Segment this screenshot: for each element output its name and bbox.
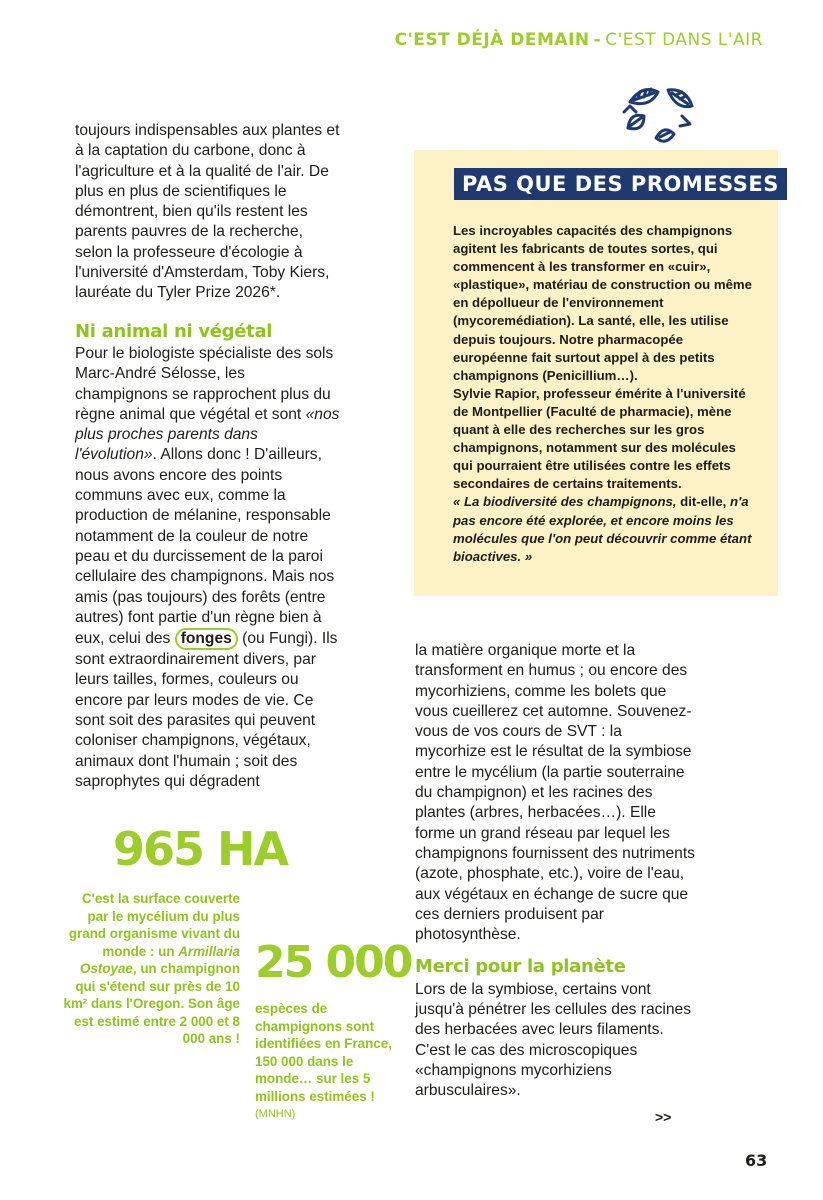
left-paragraph-2 xyxy=(75,344,340,792)
species-name: Armillaria Ostoyae xyxy=(80,943,240,976)
text-run: , un champignon qui s'étend sur près de 10 km² dans l'Oregon. Son âge est estimé entre 2 000 et 8 000 ans ! xyxy=(63,961,240,1046)
box-paragraph-1: Les incroyables capacités des champignons agitent les fabricants de toutes sortes, qui commencent à les transformer en «cuir», «plastique», matériau de construction ou même en dépollueur de l'environnement (mycoremédiation). La santé, elle, les utilise depuis toujours. Notre pharmacopée européenne fait surtout appel à des petits champignons (Penicillium…). xyxy=(453,223,752,383)
right-paragraph-2: Lors de la symbiose, certains vont jusqu'à pénétrer les cellules des racines des herbacées avec leurs filaments. C'est le cas des microscopiques «champignons mycorhiziens arbusculaires». xyxy=(415,980,692,1100)
text-run: C'est la surface couverte par le mycélium du plus grand organisme vivant du monde : un xyxy=(68,891,240,959)
subsection-title: C'EST DANS L'AIR xyxy=(605,30,763,50)
recycle-leaves-icon xyxy=(620,80,700,152)
box-quote xyxy=(453,493,753,565)
quote-part: « La biodiversité des champignons, xyxy=(453,494,677,510)
box-title: PAS QUE DES PROMESSES xyxy=(454,168,787,200)
right-column xyxy=(415,641,695,1102)
subhead-ni-animal: Ni animal ni végétal xyxy=(75,320,273,342)
subhead-merci: Merci pour la planète xyxy=(415,956,626,978)
stat-25000-caption: espèces de champignons sont identifiées en France, 150 000 dans le monde… sur les 5 millions estimées ! xyxy=(255,1001,392,1104)
text-run: (ou Fungi). Ils sont extraordinairement divers, par leurs tailles, formes, couleurs ou encore par leurs modes de vie. Ce sont soit des parasites qui peuvent coloniser champignons, végétaux, animaux dont l'humain ; soit des saprophytes qui dégradent xyxy=(75,630,338,790)
italic-quote: «nos plus proches parents dans l'évolution» xyxy=(75,405,340,464)
text-run: Pour le biologiste spécialiste des sols Marc-André Sélosse, les champignons se rapprochent plus du règne animal que végétal et sont xyxy=(75,344,334,423)
section-title: C'EST DÉJÀ DEMAIN xyxy=(394,30,590,50)
right-paragraph-1: la matière organique morte et la transforment en humus ; ou encore des mycorhiziens, comme les bolets que vous cueillerez cet automne. Souvenez-vous de vos cours de SVT : la mycorhize est le résultat de la symbiose entre le mycélium (la partie souterraine du champignon) et les racines des plantes (arbres, herbacées…). Elle forme un grand réseau par lequel les champignons fournissent des nutriments (azote, phosphate, etc.), voire de l'eau, aux végétaux en échange de sucre que ces derniers produisent par photosynthèse. xyxy=(415,642,695,944)
quote-part: n'a pas encore été explorée, et encore moins les molécules que l'on peut découvrir comme étant bioactives. » xyxy=(453,494,752,564)
box-body xyxy=(453,222,753,566)
section-header xyxy=(395,30,763,50)
text-run: . Allons donc ! D'ailleurs, nous avons encore des points communs avec eux, comme la production de mélanine, responsable notamment de la couleur de notre peau et du durcissement de la paroi cellulaire des champignons. Mais nos amis (pas toujours) des forêts (entre autres) font partie d'un règne bien à eux, celui des xyxy=(75,446,335,648)
highlighted-term-fonges: fonges xyxy=(175,628,238,650)
stat-25000: 25 000 xyxy=(255,937,412,988)
page-number: 63 xyxy=(745,1151,768,1170)
stat-965-ha: 965 HA xyxy=(113,822,288,876)
quote-attribution: dit-elle, xyxy=(676,494,731,510)
left-paragraph-1: toujours indispensables aux plantes et à la captation du carbone, donc à l'agriculture et à la qualité de l'air. De plus en plus de scientifiques le démontrent, bien qu'ils restent les parents pauvres de la recherche, selon la professeure d'écologie à l'université d'Amsterdam, Toby Kiers, lauréate du Tyler Prize 2026*. xyxy=(75,122,340,302)
left-column xyxy=(75,121,340,792)
header-separator: - xyxy=(593,30,602,50)
stat-965-caption xyxy=(60,890,240,1048)
box-paragraph-2: Sylvie Rapior, professeur émérite à l'université de Montpellier (Faculté de pharmacie), mène quant à elle des recherches sur les gros champignons, notamment sur des molécules qui pourraient être utilisées contre les effets secondaires de certains traitements. xyxy=(453,385,746,492)
stat-source: (MNHN) xyxy=(255,1108,296,1120)
continue-arrow: >> xyxy=(655,1109,672,1125)
